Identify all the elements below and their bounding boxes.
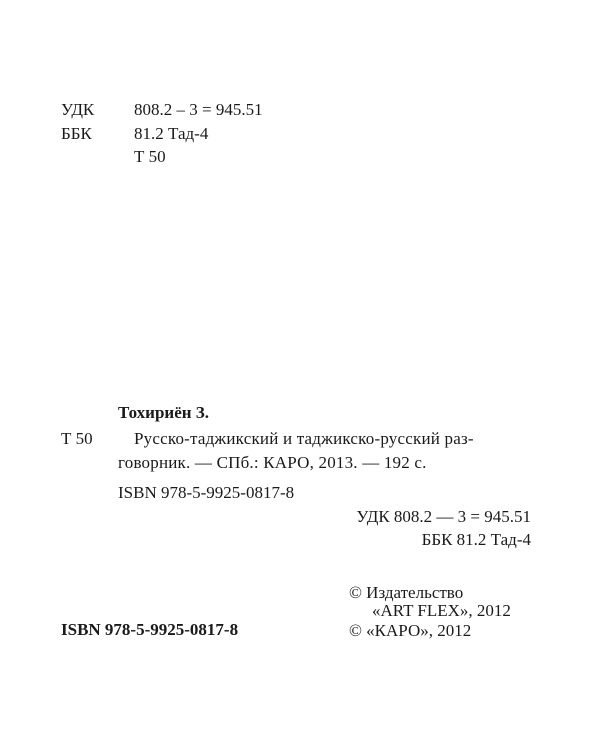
bbk-value: 81.2 Тад-4 bbox=[134, 124, 209, 143]
copyright-line-3: © «КАРО», 2012 bbox=[349, 621, 472, 640]
isbn-bold: ISBN 978-5-9925-0817-8 bbox=[61, 620, 239, 639]
udk-label: УДК bbox=[61, 100, 95, 119]
udk-value: 808.2 – 3 = 945.51 bbox=[134, 100, 263, 119]
copyright-line-1: © Издательство bbox=[349, 583, 464, 602]
author-name: Тохириён З. bbox=[118, 403, 210, 422]
bbk-label: ББК bbox=[61, 124, 92, 143]
bbk-right: ББК 81.2 Тад-4 bbox=[421, 530, 531, 549]
title-line-1: Русско-таджикский и таджикско-русский раз- bbox=[134, 429, 474, 448]
isbn-inline: ISBN 978-5-9925-0817-8 bbox=[118, 483, 295, 502]
udk-right: УДК 808.2 — 3 = 945.51 bbox=[356, 507, 531, 526]
copyright-line-2: «ART FLEX», 2012 bbox=[372, 601, 511, 620]
author-mark: Т 50 bbox=[61, 429, 93, 448]
author-mark-top: Т 50 bbox=[134, 147, 166, 166]
title-line-2: говорник. — СПб.: КАРО, 2013. — 192 с. bbox=[118, 453, 427, 472]
